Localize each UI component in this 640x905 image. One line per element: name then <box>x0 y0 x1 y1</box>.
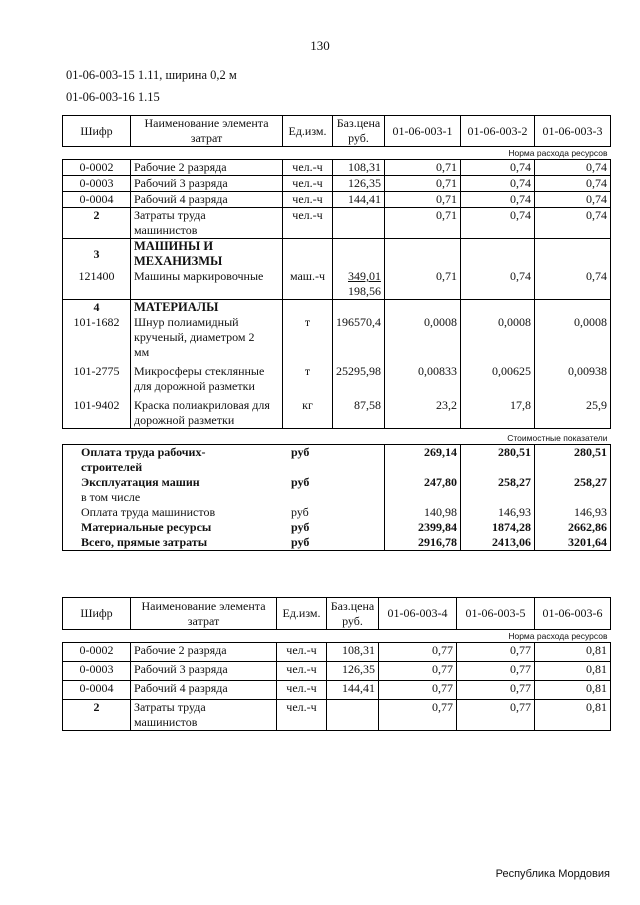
row-v2: 0,74 <box>461 160 535 176</box>
row-v2: 0,74 <box>461 208 535 239</box>
col-header-code: Шифр <box>63 598 131 630</box>
table-row <box>63 176 611 192</box>
row-v2: 0,00625 <box>461 360 535 394</box>
row-name: Рабочий 4 разряда <box>131 192 283 208</box>
label-line: Оплата труда машинистов <box>81 505 216 519</box>
row-unit: кг <box>283 394 333 429</box>
title-line: МЕХАНИЗМЫ <box>134 254 223 268</box>
expl-v2: 258,27 <box>461 475 535 505</box>
row-name <box>131 700 277 731</box>
opwage-v2: 146,93 <box>461 505 535 520</box>
price-line: 198,56 <box>348 284 381 298</box>
row-name <box>131 394 283 429</box>
row-price <box>333 269 385 300</box>
row-code: 2 <box>63 208 131 239</box>
row-v3: 25,9 <box>535 394 611 429</box>
row-price: 126,35 <box>327 662 379 681</box>
row-v1: 0,77 <box>379 662 457 681</box>
summary-wages-label <box>63 445 333 476</box>
row-code: 0-0003 <box>63 176 131 192</box>
opwage-unit: руб <box>291 505 309 519</box>
row-v2: 0,74 <box>461 269 535 300</box>
mat-v1: 2399,84 <box>385 520 461 535</box>
name-line: Шнур полиамидный <box>134 315 239 329</box>
row-price: 87,58 <box>333 394 385 429</box>
name-line: Краска полиакриловая для <box>134 398 270 412</box>
wages-v3: 280,51 <box>535 445 611 476</box>
label-line: в том числе <box>81 490 141 504</box>
table-row <box>63 208 611 239</box>
section-code: 3 <box>63 239 131 270</box>
section-title: МАТЕРИАЛЫ <box>131 300 283 316</box>
col-header-name: Наименование элемента затрат <box>131 598 277 630</box>
row-unit: маш.-ч <box>283 269 333 300</box>
summary-row <box>63 475 611 505</box>
table-row <box>63 643 611 662</box>
table-row <box>63 315 611 360</box>
row-price: 144,41 <box>327 681 379 700</box>
row-v1: 0,71 <box>385 176 461 192</box>
row-v3: 0,74 <box>535 269 611 300</box>
summary-row <box>63 520 611 535</box>
row-unit: чел.-ч <box>283 208 333 239</box>
total-v2: 2413,06 <box>461 535 535 551</box>
summary-opwage-label <box>63 505 333 520</box>
row-unit: чел.-ч <box>277 662 327 681</box>
row-price: 108,31 <box>327 643 379 662</box>
row-unit: чел.-ч <box>283 192 333 208</box>
row-name <box>131 208 283 239</box>
col-header-c3: 01-06-003-6 <box>535 598 611 630</box>
col-header-unit: Ед.изм. <box>277 598 327 630</box>
col-header-name: Наименование элемента затрат <box>131 116 283 147</box>
label-line: Эксплуатация машин <box>81 475 200 489</box>
name-line: Микросферы стеклянные <box>134 364 265 378</box>
col-header-price: Баз.цена руб. <box>333 116 385 147</box>
mat-v2: 1874,28 <box>461 520 535 535</box>
row-price: 108,31 <box>333 160 385 176</box>
header-line-2: 01-06-003-16 1.15 <box>66 90 160 104</box>
label-line: Всего, прямые затраты <box>81 535 208 549</box>
row-price: 144,41 <box>333 192 385 208</box>
row-v1: 23,2 <box>385 394 461 429</box>
row-v2: 0,0008 <box>461 315 535 360</box>
row-v1: 0,00833 <box>385 360 461 394</box>
name-line: крученый, диаметром 2 <box>134 330 255 344</box>
name-line: дорожной разметки <box>134 413 235 427</box>
row-code: 0-0002 <box>63 160 131 176</box>
name-line: Затраты труда <box>134 208 206 222</box>
title-line: МАШИНЫ И <box>134 239 214 253</box>
row-v3: 0,81 <box>535 643 611 662</box>
norm-label: Норма расхода ресурсов <box>63 147 611 160</box>
total-v3: 3201,64 <box>535 535 611 551</box>
name-line: машинистов <box>134 715 198 729</box>
section-row <box>63 239 611 270</box>
label-line: Оплата труда рабочих- <box>81 445 206 459</box>
row-unit: чел.-ч <box>277 643 327 662</box>
row-name: Машины маркировочные <box>131 269 283 300</box>
row-code: 101-2775 <box>63 360 131 394</box>
row-v3: 0,74 <box>535 208 611 239</box>
table-row <box>63 394 611 429</box>
row-unit: т <box>283 360 333 394</box>
col-header-c3: 01-06-003-3 <box>535 116 611 147</box>
row-code: 0-0004 <box>63 192 131 208</box>
mat-v3: 2662,86 <box>535 520 611 535</box>
mat-unit: руб <box>291 520 310 534</box>
wages-label-text <box>81 445 291 475</box>
summary-row <box>63 505 611 520</box>
summary-mat-label <box>63 520 333 535</box>
section-row <box>63 300 611 316</box>
section-title <box>131 239 283 270</box>
row-unit: т <box>283 315 333 360</box>
label-line: строителей <box>81 460 143 474</box>
row-v3: 0,74 <box>535 192 611 208</box>
row-code: 101-1682 <box>63 315 131 360</box>
row-v3: 0,74 <box>535 160 611 176</box>
col-header-code: Шифр <box>63 116 131 147</box>
row-code: 0-0003 <box>63 662 131 681</box>
row-v3: 0,0008 <box>535 315 611 360</box>
opwage-v1: 140,98 <box>385 505 461 520</box>
row-price: 196570,4 <box>333 315 385 360</box>
header-line-1: 01-06-003-15 1.11, ширина 0,2 м <box>66 68 237 82</box>
resource-table-2 <box>62 597 611 731</box>
table-row <box>63 360 611 394</box>
wages-v2: 280,51 <box>461 445 535 476</box>
footer-region: Республика Мордовия <box>495 868 610 880</box>
summary-row <box>63 535 611 551</box>
row-v2: 0,77 <box>457 643 535 662</box>
row-code: 121400 <box>63 269 131 300</box>
name-line: Затраты труда <box>134 700 206 714</box>
name-line: для дорожной разметки <box>134 379 255 393</box>
row-name: Рабочий 3 разряда <box>131 176 283 192</box>
opwage-v3: 146,93 <box>535 505 611 520</box>
row-v2: 0,77 <box>457 700 535 731</box>
section-code: 4 <box>63 300 131 316</box>
col-header-c1: 01-06-003-4 <box>379 598 457 630</box>
row-v2: 0,77 <box>457 662 535 681</box>
row-v1: 0,71 <box>385 192 461 208</box>
row-v2: 0,74 <box>461 192 535 208</box>
summary-row <box>63 445 611 476</box>
table-row <box>63 662 611 681</box>
row-price: 126,35 <box>333 176 385 192</box>
summary-total-label <box>63 535 333 551</box>
row-v1: 0,71 <box>385 160 461 176</box>
row-name <box>131 315 283 360</box>
row-v2: 17,8 <box>461 394 535 429</box>
resource-table-1 <box>62 115 611 551</box>
row-code: 101-9402 <box>63 394 131 429</box>
col-header-c1: 01-06-003-1 <box>385 116 461 147</box>
wages-unit: руб <box>291 445 310 459</box>
row-name: Рабочие 2 разряда <box>131 160 283 176</box>
col-header-c2: 01-06-003-5 <box>457 598 535 630</box>
row-code: 2 <box>63 700 131 731</box>
price-line: 349,01 <box>348 269 381 283</box>
col-header-unit: Ед.изм. <box>283 116 333 147</box>
row-v1: 0,77 <box>379 681 457 700</box>
row-v1: 0,77 <box>379 700 457 731</box>
row-v3: 0,81 <box>535 700 611 731</box>
wages-v1: 269,14 <box>385 445 461 476</box>
table-row <box>63 160 611 176</box>
row-code: 0-0004 <box>63 681 131 700</box>
row-v3: 0,74 <box>535 176 611 192</box>
cost-label: Стоимостные показатели <box>63 429 611 445</box>
table-row <box>63 269 611 300</box>
table-row <box>63 192 611 208</box>
col-header-c2: 01-06-003-2 <box>461 116 535 147</box>
total-v1: 2916,78 <box>385 535 461 551</box>
expl-unit: руб <box>291 475 310 489</box>
row-price: 25295,98 <box>333 360 385 394</box>
row-v1: 0,71 <box>385 269 461 300</box>
row-unit: чел.-ч <box>277 681 327 700</box>
table-row <box>63 700 611 731</box>
row-name: Рабочий 4 разряда <box>131 681 277 700</box>
label-line: Материальные ресурсы <box>81 520 212 534</box>
name-line: машинистов <box>134 223 198 237</box>
row-v1: 0,0008 <box>385 315 461 360</box>
row-v1: 0,77 <box>379 643 457 662</box>
col-header-price: Баз.цена руб. <box>327 598 379 630</box>
row-v1: 0,71 <box>385 208 461 239</box>
row-name: Рабочий 3 разряда <box>131 662 277 681</box>
row-v2: 0,77 <box>457 681 535 700</box>
row-v2: 0,74 <box>461 176 535 192</box>
row-v3: 0,00938 <box>535 360 611 394</box>
name-line: мм <box>134 345 150 359</box>
row-code: 0-0002 <box>63 643 131 662</box>
row-unit: чел.-ч <box>283 176 333 192</box>
norm-label: Норма расхода ресурсов <box>63 630 611 643</box>
row-v3: 0,81 <box>535 662 611 681</box>
total-unit: руб <box>291 535 310 549</box>
row-unit: чел.-ч <box>283 160 333 176</box>
row-unit: чел.-ч <box>277 700 327 731</box>
row-name: Рабочие 2 разряда <box>131 643 277 662</box>
row-name <box>131 360 283 394</box>
row-v3: 0,81 <box>535 681 611 700</box>
table-row <box>63 681 611 700</box>
expl-v1: 247,80 <box>385 475 461 505</box>
page-number: 130 <box>310 38 330 53</box>
expl-v3: 258,27 <box>535 475 611 505</box>
summary-expl-label <box>63 475 333 505</box>
